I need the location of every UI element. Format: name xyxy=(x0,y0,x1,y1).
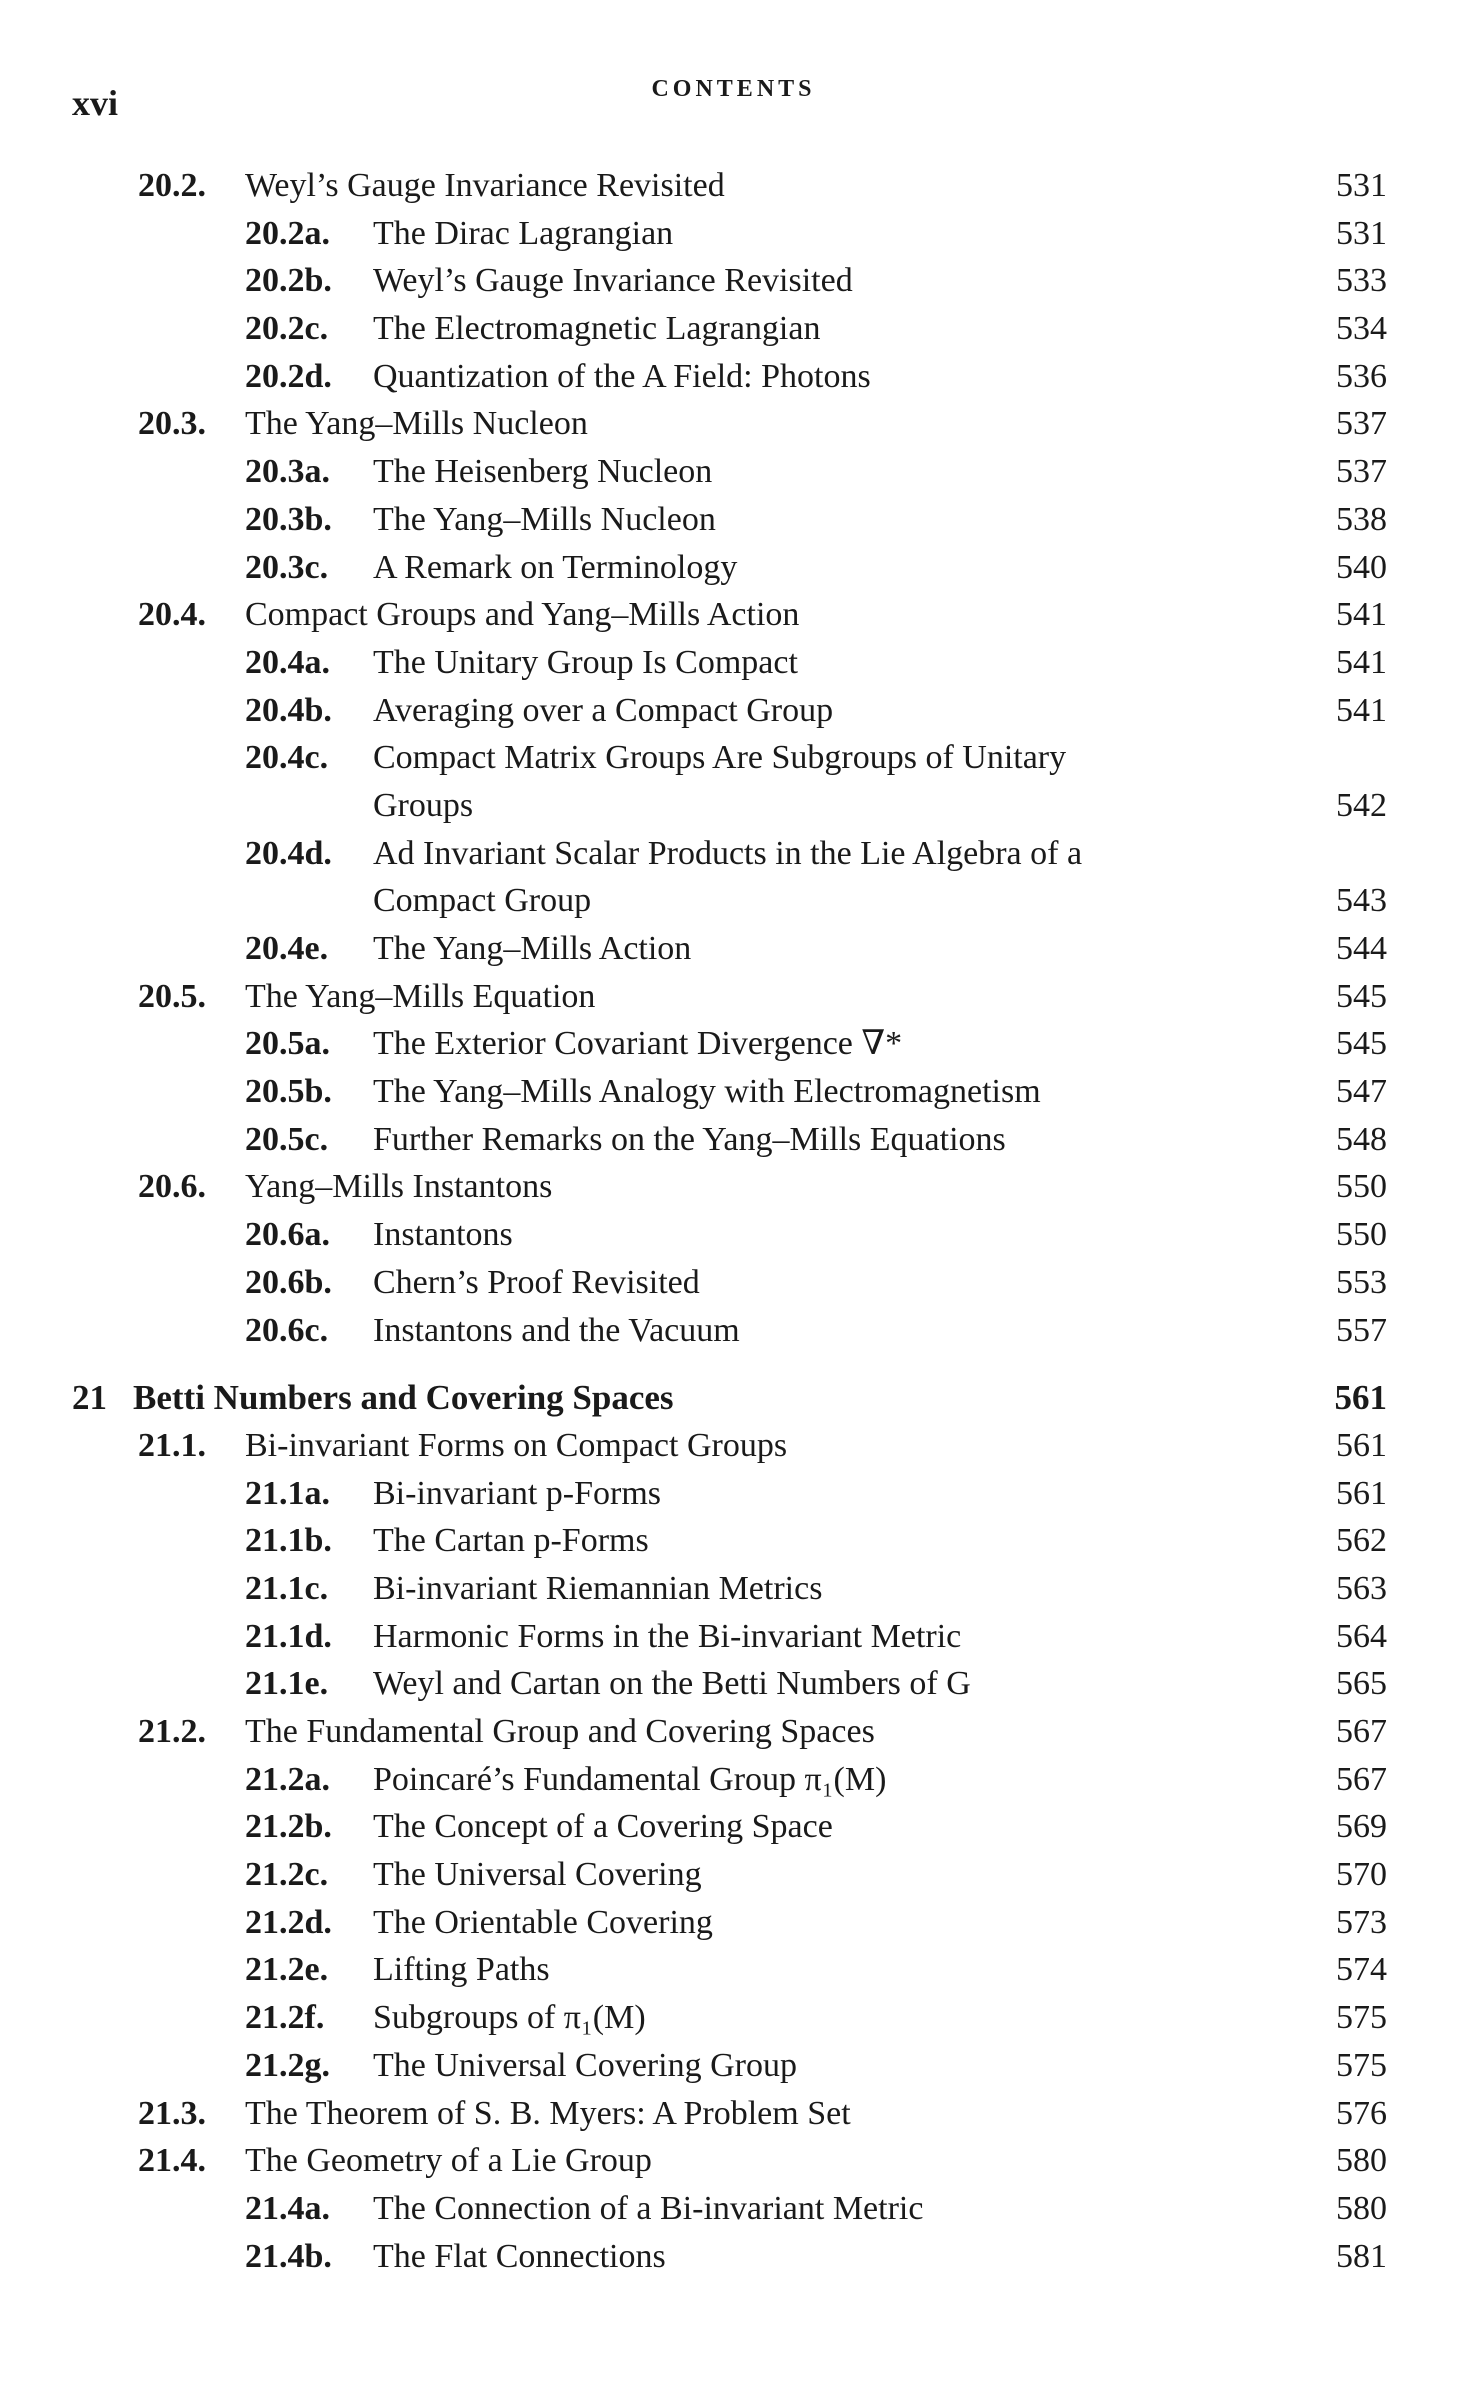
page-ref: 576 xyxy=(1336,2094,1387,2132)
section-title: The Yang–Mills Analogy with Electromagnetism xyxy=(373,1073,1041,1111)
section-title: The Orientable Covering xyxy=(373,1903,713,1941)
section-title: The Exterior Covariant Divergence ∇* xyxy=(373,1025,903,1063)
section-number: 20.2b. xyxy=(245,262,332,300)
section-number: 21.1e. xyxy=(245,1665,329,1703)
page-header xyxy=(0,0,1467,160)
section-number: 21.4b. xyxy=(245,2237,332,2275)
section-title: Further Remarks on the Yang–Mills Equations xyxy=(373,1120,1006,1158)
section-title: The Universal Covering xyxy=(373,1856,702,1894)
section-title: Weyl and Cartan on the Betti Numbers of G xyxy=(373,1665,971,1703)
section-number: 21.4. xyxy=(138,2142,206,2180)
toc-entry[interactable] xyxy=(0,257,1467,305)
section-number: 21.1d. xyxy=(245,1617,332,1655)
page-ref: 541 xyxy=(1336,596,1387,634)
section-number: 20.4d. xyxy=(245,834,332,872)
section-number: 20.5a. xyxy=(245,1025,330,1063)
toc-entry[interactable] xyxy=(0,2233,1467,2281)
page-ref: 561 xyxy=(1336,1426,1387,1464)
toc-entry[interactable] xyxy=(0,639,1467,687)
page-ref: 545 xyxy=(1336,977,1387,1015)
section-title: Ad Invariant Scalar Products in the Lie Algebra of a xyxy=(373,834,1083,872)
section-title: Averaging over a Compact Group xyxy=(373,691,834,729)
toc-entry[interactable] xyxy=(0,1660,1467,1708)
toc-entry[interactable] xyxy=(0,925,1467,973)
section-title: Bi-invariant Forms on Compact Groups xyxy=(245,1426,788,1464)
toc-entry[interactable] xyxy=(0,496,1467,544)
page-ref: 573 xyxy=(1336,1903,1387,1941)
toc-entry[interactable] xyxy=(0,1211,1467,1259)
section-number: 20.6c. xyxy=(245,1311,329,1349)
section-title: The Universal Covering Group xyxy=(373,2046,797,2084)
section-title: Compact Group xyxy=(373,882,592,920)
toc-entry[interactable] xyxy=(0,2137,1467,2185)
section-title: The Yang–Mills Action xyxy=(373,930,692,967)
toc-entry[interactable] xyxy=(0,1946,1467,1994)
section-number: 21.2e. xyxy=(245,1951,329,1989)
section-number: 21.2a. xyxy=(245,1760,330,1798)
section-number: 21.4a. xyxy=(245,2189,330,2227)
page-ref: 553 xyxy=(1336,1263,1387,1301)
toc-entry[interactable] xyxy=(0,1163,1467,1211)
page-ref: 562 xyxy=(1336,1522,1387,1560)
toc-entry[interactable] xyxy=(0,1708,1467,1756)
page-ref: 540 xyxy=(1336,548,1387,586)
toc-entry[interactable] xyxy=(0,1756,1467,1804)
section-number: 21.3. xyxy=(138,2094,206,2132)
section-title: Compact Groups and Yang–Mills Action xyxy=(245,596,800,634)
toc-entry[interactable] xyxy=(0,1068,1467,1116)
section-number: 20.5b. xyxy=(245,1073,332,1111)
section-title: Instantons xyxy=(373,1216,513,1254)
page-ref: 557 xyxy=(1336,1311,1387,1349)
page-ref: 544 xyxy=(1336,930,1387,967)
section-title: The Yang–Mills Equation xyxy=(245,977,596,1015)
section-number: 20.3c. xyxy=(245,548,329,586)
page-ref: 575 xyxy=(1336,2046,1387,2084)
section-number: 21.2g. xyxy=(245,2046,330,2084)
toc-entry[interactable] xyxy=(0,1803,1467,1851)
page-ref: 580 xyxy=(1336,2189,1387,2227)
section-number: 20.4b. xyxy=(245,691,332,729)
page-ref: 567 xyxy=(1336,1760,1387,1798)
section-title: Harmonic Forms in the Bi-invariant Metric xyxy=(373,1617,962,1655)
toc-entry[interactable] xyxy=(0,734,1467,782)
page-ref: 537 xyxy=(1336,453,1387,491)
section-number: 20.2. xyxy=(138,167,206,204)
section-title: Weyl’s Gauge Invariance Revisited xyxy=(245,167,725,204)
section-title: Bi-invariant p-Forms xyxy=(373,1474,662,1512)
toc-entry[interactable] xyxy=(0,1994,1467,2042)
section-number: 21 xyxy=(72,1378,107,1418)
page-ref: 565 xyxy=(1336,1665,1387,1703)
toc-entry[interactable] xyxy=(0,448,1467,496)
toc-entry[interactable] xyxy=(0,1020,1467,1068)
toc-entry[interactable] xyxy=(0,1899,1467,1947)
page-ref: 580 xyxy=(1336,2142,1387,2180)
toc-entry[interactable] xyxy=(0,1613,1467,1661)
toc-entry[interactable] xyxy=(0,2090,1467,2138)
section-title: The Yang–Mills Nucleon xyxy=(373,500,716,538)
toc-entry[interactable] xyxy=(0,1259,1467,1307)
section-title: The Fundamental Group and Covering Spaces xyxy=(245,1713,875,1750)
section-title: Compact Matrix Groups Are Subgroups of Unitary xyxy=(373,739,1067,777)
page-ref: 531 xyxy=(1336,167,1387,204)
section-number: 20.3. xyxy=(138,405,206,443)
toc-entry[interactable] xyxy=(0,830,1467,878)
page-ref: 537 xyxy=(1336,405,1387,443)
page-ref: 541 xyxy=(1336,691,1387,729)
section-number: 20.4c. xyxy=(245,739,329,777)
toc-entry[interactable] xyxy=(0,877,1467,925)
page-ref: 561 xyxy=(1334,1378,1387,1418)
toc-entry[interactable] xyxy=(0,1517,1467,1565)
section-number: 20.2a. xyxy=(245,214,330,252)
page-ref: 564 xyxy=(1336,1617,1387,1655)
section-title: The Dirac Lagrangian xyxy=(373,214,674,252)
chapter-entry[interactable] xyxy=(0,1374,1467,1422)
section-number: 21.2. xyxy=(138,1713,206,1750)
toc-entry[interactable] xyxy=(0,1851,1467,1899)
section-number: 20.4e. xyxy=(245,930,329,967)
section-number: 20.6a. xyxy=(245,1216,330,1254)
section-title: The Geometry of a Lie Group xyxy=(245,2142,652,2180)
page-ref: 542 xyxy=(1336,786,1387,824)
section-number: 21.2c. xyxy=(245,1856,329,1894)
toc-entry[interactable] xyxy=(0,782,1467,830)
section-title: Quantization of the A Field: Photons xyxy=(373,357,871,395)
section-number: 20.4a. xyxy=(245,643,330,681)
page-ref: 545 xyxy=(1336,1025,1387,1063)
toc-entry[interactable] xyxy=(0,400,1467,448)
toc-entry[interactable] xyxy=(0,1116,1467,1164)
toc-entry[interactable] xyxy=(0,1470,1467,1518)
section-number: 20.3a. xyxy=(245,453,330,491)
section-title: Subgroups of π₁(M) xyxy=(373,1999,646,2037)
toc-entry[interactable] xyxy=(0,2042,1467,2090)
section-title: Weyl’s Gauge Invariance Revisited xyxy=(373,262,853,300)
page-ref: 536 xyxy=(1336,357,1387,395)
section-number: 20.6b. xyxy=(245,1263,332,1301)
section-title: The Electromagnetic Lagrangian xyxy=(373,310,821,348)
section-number: 21.1a. xyxy=(245,1474,330,1512)
section-title: A Remark on Terminology xyxy=(373,548,738,586)
table-of-contents xyxy=(0,162,1467,2280)
page-ref: 569 xyxy=(1336,1808,1387,1846)
section-title: The Cartan p-Forms xyxy=(373,1522,649,1560)
section-number: 21.1b. xyxy=(245,1522,332,1560)
page-ref: 561 xyxy=(1336,1474,1387,1512)
section-number: 20.5c. xyxy=(245,1120,329,1158)
page-ref: 550 xyxy=(1336,1216,1387,1254)
toc-entry[interactable] xyxy=(0,687,1467,735)
section-title: The Heisenberg Nucleon xyxy=(373,453,713,491)
page-ref: 581 xyxy=(1336,2237,1387,2275)
section-title: Yang–Mills Instantons xyxy=(245,1168,553,1206)
toc-entry[interactable] xyxy=(0,973,1467,1021)
section-title: The Concept of a Covering Space xyxy=(373,1808,833,1846)
section-title: The Unitary Group Is Compact xyxy=(373,643,798,681)
section-number: 20.3b. xyxy=(245,500,332,538)
section-title: The Theorem of S. B. Myers: A Problem Set xyxy=(245,2094,851,2132)
page-ref: 547 xyxy=(1336,1073,1387,1111)
page-ref: 570 xyxy=(1336,1856,1387,1894)
page-ref: 541 xyxy=(1336,643,1387,681)
toc-entry[interactable] xyxy=(0,591,1467,639)
section-number: 20.2c. xyxy=(245,310,329,348)
section-number: 21.1. xyxy=(138,1426,206,1464)
page-ref: 550 xyxy=(1336,1168,1387,1206)
section-title: Betti Numbers and Covering Spaces xyxy=(133,1378,674,1418)
page-ref: 538 xyxy=(1336,500,1387,538)
toc-entry[interactable] xyxy=(0,1422,1467,1470)
section-title: Poincaré’s Fundamental Group π₁(M) xyxy=(373,1760,887,1798)
running-head: CONTENTS xyxy=(651,76,816,102)
page-ref: 567 xyxy=(1336,1713,1387,1750)
toc-entry[interactable] xyxy=(0,210,1467,258)
section-number: 20.2d. xyxy=(245,357,332,395)
section-title: The Yang–Mills Nucleon xyxy=(245,405,588,443)
toc-entry[interactable] xyxy=(0,353,1467,401)
section-title: Chern’s Proof Revisited xyxy=(373,1263,700,1301)
page-ref: 574 xyxy=(1336,1951,1387,1989)
section-title: Groups xyxy=(373,786,474,824)
section-title: Bi-invariant Riemannian Metrics xyxy=(373,1569,823,1607)
section-number: 20.6. xyxy=(138,1168,206,1206)
page-ref: 534 xyxy=(1336,310,1387,348)
toc-entry[interactable] xyxy=(0,1565,1467,1613)
section-title: The Flat Connections xyxy=(373,2237,666,2275)
toc-entry[interactable] xyxy=(0,1307,1467,1355)
toc-entry[interactable] xyxy=(0,305,1467,353)
page-ref: 575 xyxy=(1336,1999,1387,2037)
page-ref: 533 xyxy=(1336,262,1387,300)
section-title: Lifting Paths xyxy=(373,1951,550,1989)
section-number: 21.1c. xyxy=(245,1569,329,1607)
page-ref: 563 xyxy=(1336,1569,1387,1607)
toc-entry[interactable] xyxy=(0,2185,1467,2233)
toc-entry[interactable] xyxy=(0,162,1467,210)
page-ref: 548 xyxy=(1336,1120,1387,1158)
section-number: 21.2b. xyxy=(245,1808,332,1846)
toc-entry[interactable] xyxy=(0,544,1467,592)
section-title: Instantons and the Vacuum xyxy=(373,1311,740,1349)
page-ref: 531 xyxy=(1336,214,1387,252)
section-number: 21.2d. xyxy=(245,1903,332,1941)
page-number: xvi xyxy=(72,83,119,123)
section-number: 21.2f. xyxy=(245,1999,325,2037)
section-number: 20.4. xyxy=(138,596,206,634)
page-ref: 543 xyxy=(1336,882,1387,920)
section-number: 20.5. xyxy=(138,977,206,1015)
section-title: The Connection of a Bi-invariant Metric xyxy=(373,2189,924,2227)
